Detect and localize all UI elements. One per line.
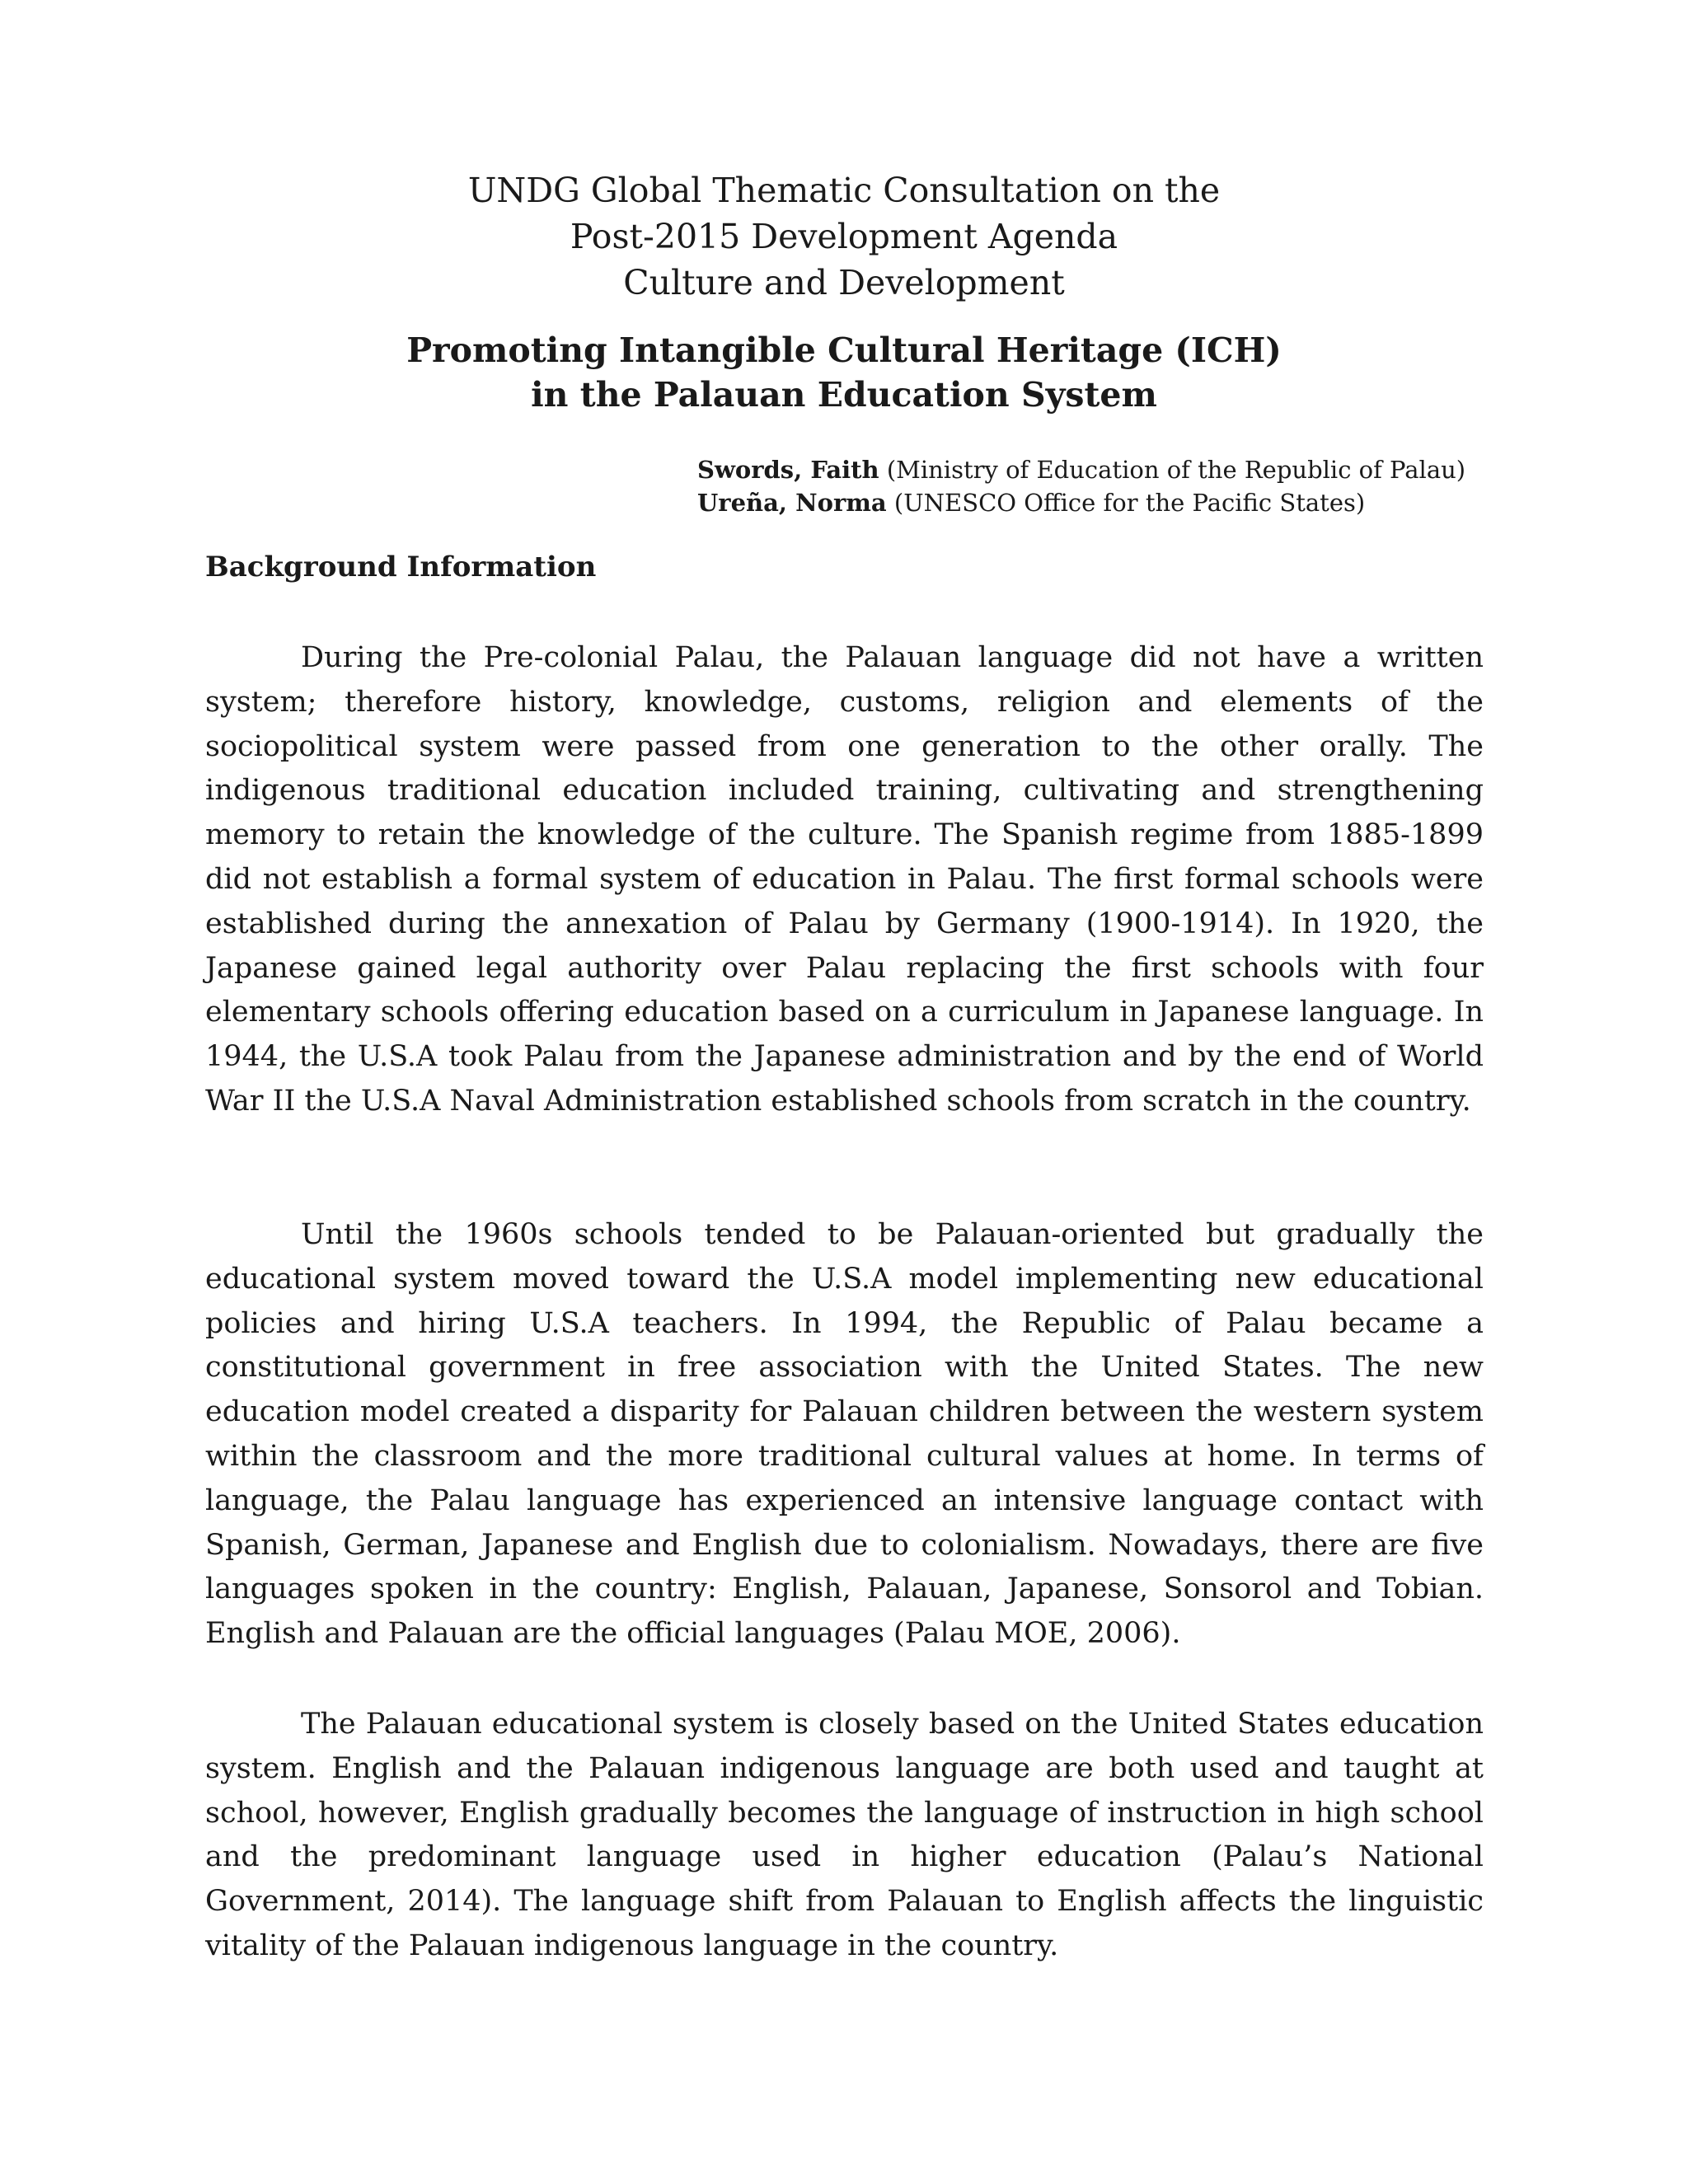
title-line-2: in the Palauan Education System <box>531 375 1157 415</box>
body-paragraph-1: During the Pre-colonial Palau, the Palauan language did not have a written system; therefore history, knowledge, customs, religion and elements of the sociopolitical system were passed from one generation to the other orally. The indigenous traditional education included training, cultivating and strengthening memory to retain the knowledge of the culture. The Spanish regime from 1885-1899 did not establish a formal system of education in Palau. The first formal schools were established during the annexation of Palau by Germany (1900-1914). In 1920, the Japanese gained legal authority over Palau replacing the first schools with four elementary schools offering education based on a curriculum in Japanese language. In 1944, the U.S.A took Palau from the Japanese administration and by the end of World War II the U.S.A Naval Administration established schools from scratch in the country. <box>205 641 1484 1118</box>
consultation-line-3: Culture and Development <box>623 263 1065 302</box>
author-affiliation: (Ministry of Education of the Republic of Palau) <box>886 456 1466 484</box>
paper-title <box>0 328 1688 417</box>
body-paragraph-2: Until the 1960s schools tended to be Palauan-oriented but gradually the educational system moved toward the U.S.A model implementing new educational policies and hiring U.S.A teachers. In 1994, the Republic of Palau became a constitutional government in free association with the United States. The new education model created a disparity for Palauan children between the western system within the classroom and the more traditional cultural values at home. In terms of language, the Palau language has experienced an intensive language contact with Spanish, German, Japanese and English due to colonialism. Nowadays, there are five languages spoken in the country: English, Palauan, Japanese, Sonsorol and Tobian. English and Palauan are the official languages (Palau MOE, 2006). <box>205 1218 1484 1651</box>
consultation-line-2: Post-2015 Development Agenda <box>570 217 1118 256</box>
consultation-line-1: UNDG Global Thematic Consultation on the <box>467 171 1221 210</box>
author-name: Swords, Faith <box>697 456 879 484</box>
body-paragraph-3: The Palauan educational system is closely based on the United States education system. English and the Palauan indigenous language are both used and taught at school, however, English gradually becomes the language of instruction in high school and the predominant language used in higher education (Palau’s National Government, 2014). The language shift from Palauan to English affects the linguistic vitality of the Palauan indigenous language in the country. <box>205 1708 1484 1962</box>
consultation-header <box>0 167 1688 306</box>
author-name: Ureña, Norma <box>697 489 887 517</box>
author-list <box>697 453 1465 519</box>
author-affiliation: (UNESCO Office for the Pacific States) <box>893 489 1366 517</box>
title-line-1: Promoting Intangible Cultural Heritage (ICH) <box>406 330 1282 370</box>
author-entry <box>697 453 1465 486</box>
section-heading: Background Information <box>205 551 597 583</box>
author-entry <box>697 486 1465 519</box>
